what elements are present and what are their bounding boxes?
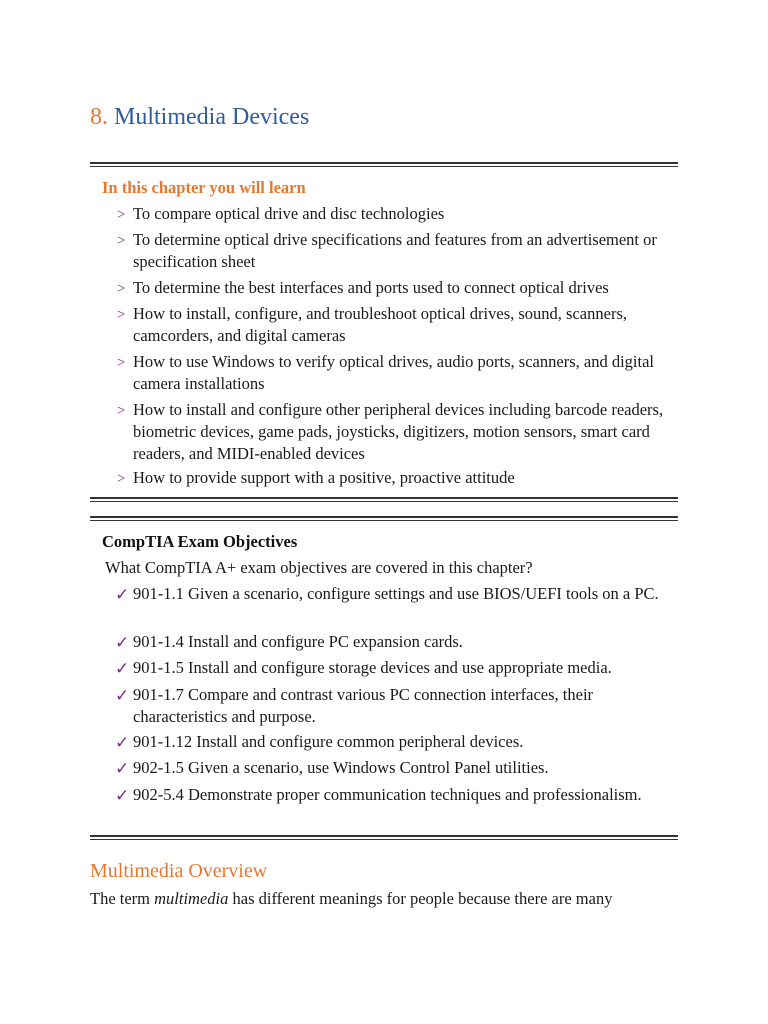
chevron-right-icon: >: [117, 307, 126, 323]
list-item: > To compare optical drive and disc technologies: [133, 203, 683, 225]
section-heading: Multimedia Overview: [90, 860, 268, 882]
checkmark-icon: ✓: [115, 686, 130, 705]
checkmark-icon: ✓: [115, 759, 130, 778]
list-item: ✓ 901-1.1 Given a scenario, configure settings and use BIOS/UEFI tools on a PC.: [115, 584, 659, 604]
chevron-right-icon: >: [117, 207, 126, 223]
checkmark-icon: ✓: [115, 659, 130, 678]
objectives-box-top-rule: [90, 516, 678, 521]
list-item: > How to install and configure other peripheral devices including barcode readers, biometric devices, game pads, joysticks, digitizers, motion sensors, smart card readers, and MIDI-enabled devices: [117, 400, 664, 463]
objectives-intro: What CompTIA A+ exam objectives are covered in this chapter?: [105, 558, 533, 577]
list-item: > How to install, configure, and troubleshoot optical drives, sound, scanners, camcorders, and digital cameras: [117, 304, 627, 345]
chapter-title: [90, 101, 309, 133]
learn-box-top-rule: [90, 162, 678, 167]
list-item: ✓ 901-1.12 Install and configure common peripheral devices.: [115, 732, 524, 752]
chapter-name: Multimedia Devices: [114, 104, 310, 130]
checkmark-icon: ✓: [115, 786, 130, 805]
chevron-right-icon: >: [117, 233, 126, 249]
list-item: > To determine the best interfaces and ports used to connect optical drives: [133, 277, 683, 299]
checkmark-icon: ✓: [115, 633, 130, 652]
list-item: > To determine optical drive specifications and features from an advertisement or specification sheet: [117, 230, 657, 271]
checkmark-icon: ✓: [115, 733, 130, 752]
objectives-heading: CompTIA Exam Objectives: [102, 532, 298, 551]
list-item: > How to use Windows to verify optical drives, audio ports, scanners, and digital camera installations: [117, 352, 654, 393]
list-item: ✓ 902-5.4 Demonstrate proper communication techniques and professionalism.: [115, 785, 642, 805]
list-item: > How to provide support with a positive, proactive attitude: [133, 467, 683, 489]
learn-box-heading: In this chapter you will learn: [102, 178, 306, 197]
chapter-number: 8.: [90, 104, 108, 130]
list-item: ✓ 901-1.5 Install and configure storage devices and use appropriate media.: [115, 658, 612, 678]
checkmark-icon: ✓: [115, 585, 130, 604]
chevron-right-icon: >: [117, 403, 126, 419]
list-item: ✓ 901-1.7 Compare and contrast various PC connection interfaces, their characteristics and purpose.: [115, 685, 594, 726]
chevron-right-icon: >: [117, 355, 126, 371]
objectives-box-bottom-rule: [90, 835, 678, 840]
body-paragraph: The term multimedia has different meanings for people because there are many: [90, 889, 613, 908]
learn-box-bottom-rule: [90, 497, 678, 502]
chevron-right-icon: >: [117, 281, 126, 297]
list-item: ✓ 901-1.4 Install and configure PC expansion cards.: [115, 632, 463, 652]
chevron-right-icon: >: [117, 471, 126, 487]
list-item: ✓ 902-1.5 Given a scenario, use Windows Control Panel utilities.: [115, 758, 549, 778]
